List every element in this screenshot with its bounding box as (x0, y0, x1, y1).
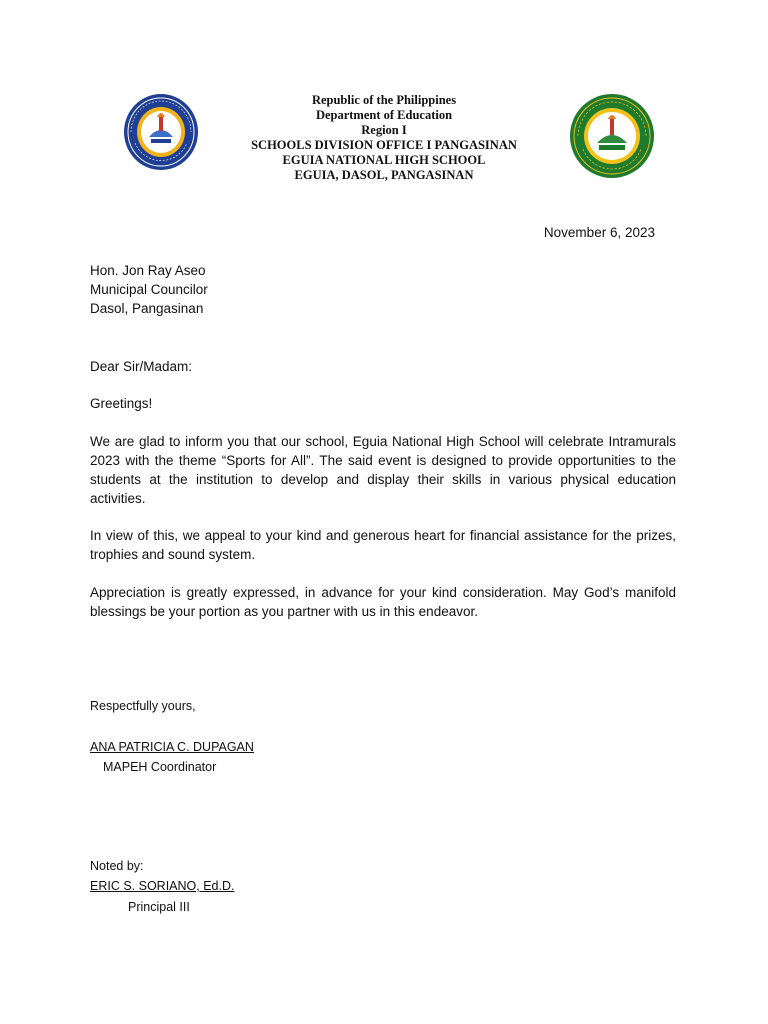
closing: Respectfully yours, (90, 699, 196, 713)
letterhead-republic: Republic of the Philippines (311, 93, 457, 107)
letterhead-region: Region I (361, 123, 407, 137)
body-paragraph-3: Appreciation is greatly expressed, in advance for your kind consideration. May God’s manifold blessings be your portion as you partner with us in this endeavor. (90, 585, 676, 619)
body-paragraph-2: In view of this, we appeal to your kind and generous heart for financial assistance for the prizes, trophies and sound system. (90, 528, 676, 562)
recipient-position: Municipal Councilor (90, 282, 208, 297)
body-paragraph-1: We are glad to inform you that our school, Eguia National High School will celebrate Intramurals 2023 with the theme “Sports for All”. The said event is designed to provide opportunities to the students at the institution to develop and display their skills in various physical education activities. (90, 434, 676, 506)
letter-date: November 6, 2023 (543, 225, 655, 240)
school-seal-icon (569, 93, 655, 179)
signer-title: MAPEH Coordinator (103, 760, 217, 774)
principal-title: Principal III (128, 900, 190, 914)
letterhead (234, 93, 534, 183)
principal-name: ERIC S. SORIANO, Ed.D. (90, 879, 235, 893)
letterhead-division: SCHOOLS DIVISION OFFICE I PANGASINAN (251, 138, 517, 152)
division-office-seal-icon (123, 93, 199, 171)
recipient-location: Dasol, Pangasinan (90, 301, 204, 316)
letterhead-address: EGUIA, DASOL, PANGASINAN (294, 168, 474, 182)
salutation: Dear Sir/Madam: (90, 359, 193, 374)
signer-name: ANA PATRICIA C. DUPAGAN (90, 740, 254, 754)
letterhead-department: Department of Education (315, 108, 453, 122)
recipient-block (90, 261, 208, 318)
letterhead-school: EGUIA NATIONAL HIGH SCHOOL (282, 153, 486, 167)
greeting: Greetings! (90, 396, 153, 411)
noted-by-label: Noted by: (90, 859, 144, 873)
recipient-name: Hon. Jon Ray Aseo (90, 263, 206, 278)
